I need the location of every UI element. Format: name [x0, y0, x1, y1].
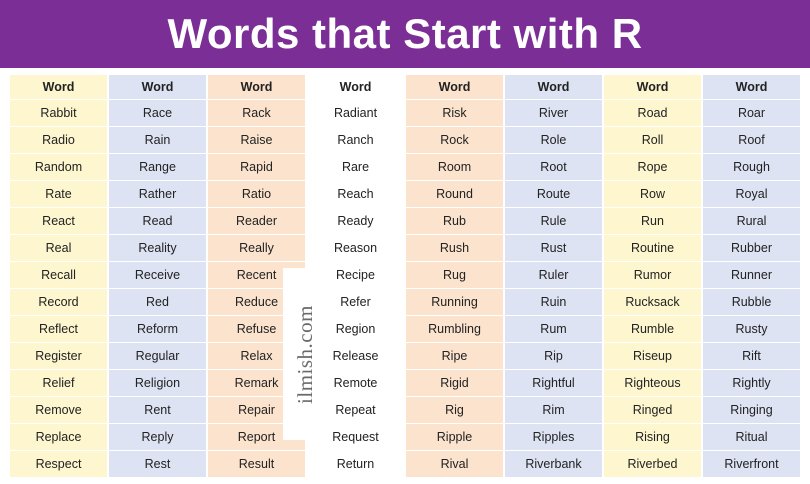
word-cell: Roll [604, 127, 701, 153]
word-cell: Rub [406, 208, 503, 234]
table-row [10, 316, 800, 342]
word-cell: Riverfront [703, 451, 800, 477]
word-cell: Rapid [208, 154, 305, 180]
word-cell: Rock [406, 127, 503, 153]
table-row [10, 289, 800, 315]
word-cell: Rope [604, 154, 701, 180]
word-cell: Rubble [703, 289, 800, 315]
word-cell: Rare [307, 154, 404, 180]
word-cell: Rather [109, 181, 206, 207]
word-cell: Risk [406, 100, 503, 126]
words-table [8, 74, 802, 478]
word-cell: Runner [703, 262, 800, 288]
word-cell: Rightly [703, 370, 800, 396]
page-title: Words that Start with R [167, 10, 643, 57]
word-cell: Rising [604, 424, 701, 450]
word-cell: Religion [109, 370, 206, 396]
word-cell: Remark [208, 370, 305, 396]
watermark-text: ilmish.com [292, 304, 317, 404]
word-cell: Riverbank [505, 451, 602, 477]
word-cell: Ripple [406, 424, 503, 450]
table-row [10, 262, 800, 288]
word-cell: Range [109, 154, 206, 180]
word-cell: Ratio [208, 181, 305, 207]
word-cell: Ringed [604, 397, 701, 423]
word-cell: Recipe [307, 262, 404, 288]
word-cell: Regular [109, 343, 206, 369]
word-cell: Rent [109, 397, 206, 423]
word-cell: Read [109, 208, 206, 234]
word-cell: Reduce [208, 289, 305, 315]
word-cell: Rucksack [604, 289, 701, 315]
word-cell: Rush [406, 235, 503, 261]
word-cell: Return [307, 451, 404, 477]
table-head [10, 75, 800, 99]
column-header-1: Word [10, 75, 107, 99]
word-cell: Rust [505, 235, 602, 261]
word-cell: Rain [109, 127, 206, 153]
word-cell: Replace [10, 424, 107, 450]
word-cell: Result [208, 451, 305, 477]
column-header-3: Word [208, 75, 305, 99]
word-cell: Rusty [703, 316, 800, 342]
word-cell: Remote [307, 370, 404, 396]
word-cell: Reader [208, 208, 305, 234]
word-cell: Release [307, 343, 404, 369]
word-cell: React [10, 208, 107, 234]
word-cell: Repeat [307, 397, 404, 423]
word-cell: Report [208, 424, 305, 450]
word-cell: Refuse [208, 316, 305, 342]
word-cell: Relief [10, 370, 107, 396]
word-cell: Radiant [307, 100, 404, 126]
word-cell: Room [406, 154, 503, 180]
page-header [0, 0, 810, 68]
word-cell: Rest [109, 451, 206, 477]
word-cell: Remove [10, 397, 107, 423]
table-row [10, 370, 800, 396]
table-row [10, 343, 800, 369]
word-cell: Rabbit [10, 100, 107, 126]
word-cell: Riseup [604, 343, 701, 369]
word-cell: Road [604, 100, 701, 126]
word-cell: Rum [505, 316, 602, 342]
table-row [10, 154, 800, 180]
word-cell: Red [109, 289, 206, 315]
word-cell: Refer [307, 289, 404, 315]
word-cell: Record [10, 289, 107, 315]
word-cell: Random [10, 154, 107, 180]
word-cell: Recent [208, 262, 305, 288]
word-cell: Ruin [505, 289, 602, 315]
word-cell: Rural [703, 208, 800, 234]
table-body [10, 100, 800, 477]
word-cell: Relax [208, 343, 305, 369]
column-header-5: Word [406, 75, 503, 99]
word-cell: Ranch [307, 127, 404, 153]
word-cell: Route [505, 181, 602, 207]
word-cell: Roar [703, 100, 800, 126]
word-cell: Rumbling [406, 316, 503, 342]
word-cell: Riverbed [604, 451, 701, 477]
word-cell: Rubber [703, 235, 800, 261]
word-cell: Routine [604, 235, 701, 261]
table-row [10, 181, 800, 207]
word-cell: Rival [406, 451, 503, 477]
word-cell: Ritual [703, 424, 800, 450]
word-cell: Reality [109, 235, 206, 261]
word-cell: Rightful [505, 370, 602, 396]
word-cell: Running [406, 289, 503, 315]
word-cell: Role [505, 127, 602, 153]
word-cell: River [505, 100, 602, 126]
column-header-4: Word [307, 75, 404, 99]
word-cell: Reach [307, 181, 404, 207]
word-cell: Reform [109, 316, 206, 342]
word-cell: Run [604, 208, 701, 234]
word-cell: Row [604, 181, 701, 207]
word-cell: Region [307, 316, 404, 342]
word-cell: Rip [505, 343, 602, 369]
table-row [10, 208, 800, 234]
word-cell: Rumor [604, 262, 701, 288]
word-cell: Recall [10, 262, 107, 288]
word-cell: Real [10, 235, 107, 261]
word-cell: Rug [406, 262, 503, 288]
column-header-8: Word [703, 75, 800, 99]
word-cell: Repair [208, 397, 305, 423]
table-row [10, 127, 800, 153]
word-cell: Round [406, 181, 503, 207]
words-table-container [0, 68, 810, 484]
word-cell: Ruler [505, 262, 602, 288]
word-cell: Rate [10, 181, 107, 207]
table-row [10, 424, 800, 450]
word-cell: Reflect [10, 316, 107, 342]
word-cell: Reason [307, 235, 404, 261]
column-header-6: Word [505, 75, 602, 99]
word-cell: Respect [10, 451, 107, 477]
table-row [10, 451, 800, 477]
word-cell: Rumble [604, 316, 701, 342]
table-row [10, 235, 800, 261]
table-row [10, 100, 800, 126]
word-cell: Request [307, 424, 404, 450]
word-cell: Race [109, 100, 206, 126]
word-cell: Rigid [406, 370, 503, 396]
word-cell: Ringing [703, 397, 800, 423]
word-cell: Rig [406, 397, 503, 423]
word-cell: Reply [109, 424, 206, 450]
word-cell: Really [208, 235, 305, 261]
column-header-2: Word [109, 75, 206, 99]
word-cell: Register [10, 343, 107, 369]
word-cell: Root [505, 154, 602, 180]
word-cell: Roof [703, 127, 800, 153]
word-cell: Rim [505, 397, 602, 423]
word-cell: Raise [208, 127, 305, 153]
table-row [10, 397, 800, 423]
word-cell: Ripples [505, 424, 602, 450]
table-header-row [10, 75, 800, 99]
word-cell: Ready [307, 208, 404, 234]
word-cell: Rift [703, 343, 800, 369]
word-cell: Ripe [406, 343, 503, 369]
word-cell: Rough [703, 154, 800, 180]
word-cell: Rack [208, 100, 305, 126]
word-cell: Righteous [604, 370, 701, 396]
word-cell: Royal [703, 181, 800, 207]
word-cell: Receive [109, 262, 206, 288]
column-header-7: Word [604, 75, 701, 99]
word-cell: Rule [505, 208, 602, 234]
word-cell: Radio [10, 127, 107, 153]
